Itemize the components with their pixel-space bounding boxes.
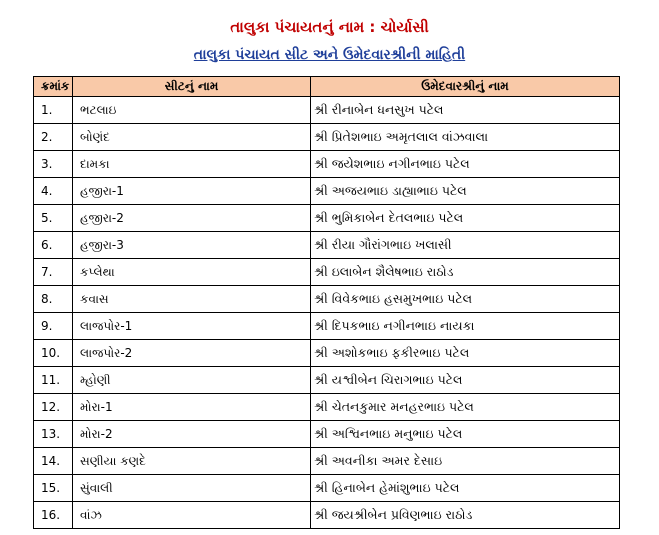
cell-candidate-name: શ્રી વિવેકભાઇ હસમુખભાઇ પટેલ bbox=[311, 286, 620, 313]
table-header-row bbox=[34, 77, 620, 97]
cell-seat-name: હજીરા-3 bbox=[73, 232, 311, 259]
cell-serial: 8. bbox=[34, 286, 73, 313]
cell-seat-name: લાજપોર-2 bbox=[73, 340, 311, 367]
table-row bbox=[34, 421, 620, 448]
cell-seat-name: ભટલાઇ bbox=[73, 97, 311, 124]
cell-candidate-name: શ્રી રીનાબેન ધનસુખ પટેલ bbox=[311, 97, 620, 124]
table-row bbox=[34, 178, 620, 205]
cell-seat-name: હજીરા-2 bbox=[73, 205, 311, 232]
subtitle-text: તાલુકા પંચાયત સીટ અને ઉમેદવારશ્રીની માહિતી bbox=[193, 47, 466, 63]
table-row bbox=[34, 205, 620, 232]
cell-serial: 16. bbox=[34, 502, 73, 529]
table-row bbox=[34, 313, 620, 340]
candidates-table bbox=[33, 76, 620, 529]
cell-serial: 3. bbox=[34, 151, 73, 178]
cell-seat-name: બોણંદ bbox=[73, 124, 311, 151]
table-row bbox=[34, 367, 620, 394]
cell-seat-name: દામકા bbox=[73, 151, 311, 178]
table-row bbox=[34, 151, 620, 178]
cell-serial: 2. bbox=[34, 124, 73, 151]
cell-candidate-name: શ્રી રીયા ગૌરાંગભાઇ ખલાસી bbox=[311, 232, 620, 259]
cell-seat-name: સણીયા કણદે bbox=[73, 448, 311, 475]
cell-candidate-name: શ્રી જયેશભાઇ નગીનભાઇ પટેલ bbox=[311, 151, 620, 178]
page-subtitle bbox=[0, 47, 659, 63]
cell-serial: 4. bbox=[34, 178, 73, 205]
cell-serial: 10. bbox=[34, 340, 73, 367]
cell-candidate-name: શ્રી દિપકભાઇ નગીનભાઇ નાયકા bbox=[311, 313, 620, 340]
cell-serial: 5. bbox=[34, 205, 73, 232]
cell-candidate-name: શ્રી અજયભાઇ ડાહ્યાભાઇ પટેલ bbox=[311, 178, 620, 205]
header-candidate-name: ઉમેદવારશ્રીનું નામ bbox=[311, 77, 620, 97]
cell-candidate-name: શ્રી જયશ્રીબેન પ્રવિણભાઇ રાઠોડ bbox=[311, 502, 620, 529]
cell-serial: 14. bbox=[34, 448, 73, 475]
header-serial: ક્રમાંક bbox=[34, 77, 73, 97]
cell-seat-name: મોરા-1 bbox=[73, 394, 311, 421]
cell-serial: 9. bbox=[34, 313, 73, 340]
cell-serial: 7. bbox=[34, 259, 73, 286]
cell-seat-name: હજીરા-1 bbox=[73, 178, 311, 205]
cell-seat-name: મોરા-2 bbox=[73, 421, 311, 448]
table-row bbox=[34, 394, 620, 421]
cell-serial: 15. bbox=[34, 475, 73, 502]
table-row bbox=[34, 259, 620, 286]
table-row bbox=[34, 124, 620, 151]
table-row bbox=[34, 475, 620, 502]
cell-candidate-name: શ્રી હિનાબેન હેમાંશુભાઇ પટેલ bbox=[311, 475, 620, 502]
cell-candidate-name: શ્રી અવનીકા અમર દેસાઇ bbox=[311, 448, 620, 475]
cell-serial: 1. bbox=[34, 97, 73, 124]
table-row bbox=[34, 448, 620, 475]
cell-serial: 6. bbox=[34, 232, 73, 259]
table-row bbox=[34, 97, 620, 124]
cell-serial: 11. bbox=[34, 367, 73, 394]
cell-candidate-name: શ્રી ચેતનકુમાર મનહરભાઇ પટેલ bbox=[311, 394, 620, 421]
cell-candidate-name: શ્રી અશ્વિનભાઇ મનુભાઇ પટેલ bbox=[311, 421, 620, 448]
cell-seat-name: કવાસ bbox=[73, 286, 311, 313]
table-row bbox=[34, 340, 620, 367]
table-row bbox=[34, 232, 620, 259]
cell-candidate-name: શ્રી અશોકભાઇ ફકીરભાઇ પટેલ bbox=[311, 340, 620, 367]
cell-seat-name: કપ્લેથા bbox=[73, 259, 311, 286]
cell-seat-name: વાંઝ bbox=[73, 502, 311, 529]
table-row bbox=[34, 502, 620, 529]
table-row bbox=[34, 286, 620, 313]
header-seat-name: સીટનું નામ bbox=[73, 77, 311, 97]
cell-seat-name: સુંવાલી bbox=[73, 475, 311, 502]
cell-seat-name: લાજપોર-1 bbox=[73, 313, 311, 340]
cell-candidate-name: શ્રી ઇલાબેન શૈલેષભાઇ રાઠોડ bbox=[311, 259, 620, 286]
cell-candidate-name: શ્રી ભુમિકાબેન દેતલભાઇ પટેલ bbox=[311, 205, 620, 232]
cell-candidate-name: શ્રી પ્રિતેશભાઇ અમૃતલાલ વાંઝવાલા bbox=[311, 124, 620, 151]
cell-serial: 13. bbox=[34, 421, 73, 448]
cell-candidate-name: શ્રી યશ્વીબેન ચિરાગભાઇ પટેલ bbox=[311, 367, 620, 394]
cell-seat-name: મ્હોણી bbox=[73, 367, 311, 394]
cell-serial: 12. bbox=[34, 394, 73, 421]
page-title: તાલુકા પંચાયતનું નામ : ચોર્યાસી bbox=[230, 18, 429, 36]
